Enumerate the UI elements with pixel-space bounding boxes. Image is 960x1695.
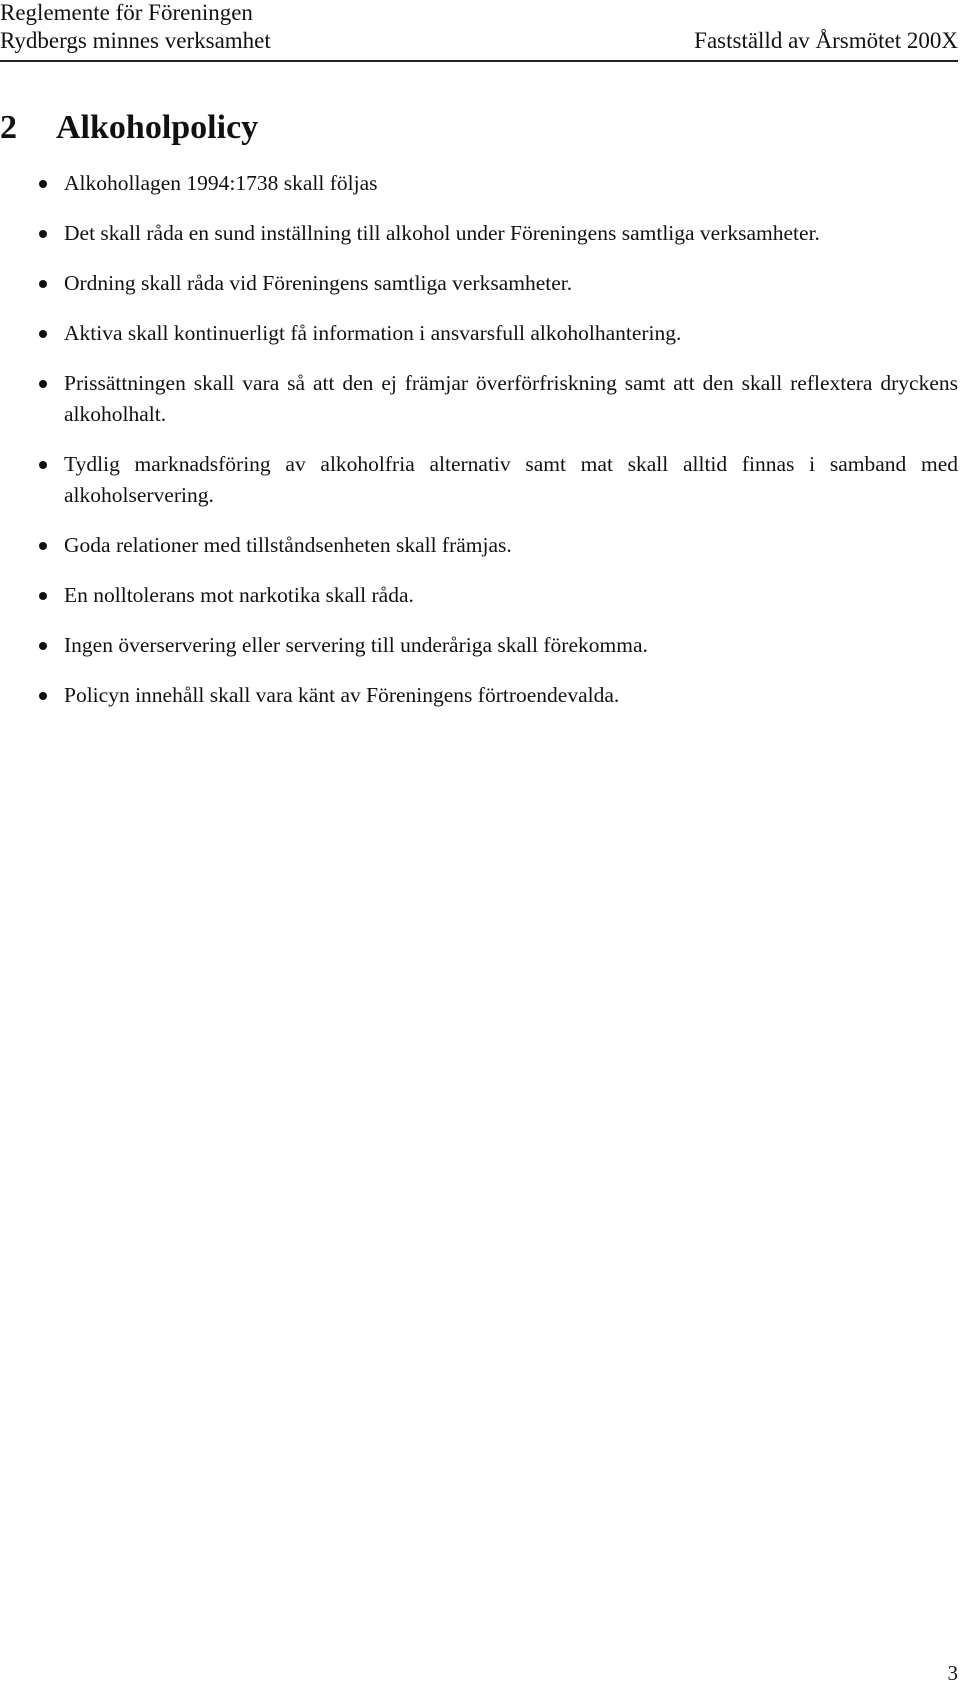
list-item-text: Goda relationer med tillståndsenheten skall främjas. xyxy=(64,533,512,557)
bullet-icon xyxy=(39,380,47,388)
section-title: Alkoholpolicy xyxy=(56,109,259,146)
bullet-icon xyxy=(39,230,47,238)
section-heading xyxy=(0,108,258,148)
document-title: Reglemente för Föreningen xyxy=(0,0,253,25)
list-item-text: Ordning skall råda vid Föreningens samtliga verksamheter. xyxy=(64,271,573,295)
list-item-text: Policyn innehåll skall vara känt av Föreningens förtroendevalda. xyxy=(64,683,620,707)
list-item-text: En nolltolerans mot narkotika skall råda. xyxy=(64,583,414,607)
bullet-icon xyxy=(39,542,47,550)
list-item-text: Alkohollagen 1994:1738 skall följas xyxy=(64,171,378,195)
bullet-icon xyxy=(39,592,47,600)
list-item xyxy=(0,630,958,661)
list-item xyxy=(0,368,958,430)
list-item xyxy=(0,268,958,299)
list-item xyxy=(0,318,958,349)
list-item-text: Det skall råda en sund inställning till alkohol under Föreningens samtliga verksamheter. xyxy=(64,221,820,245)
bullet-icon xyxy=(39,330,47,338)
bullet-icon xyxy=(39,180,47,188)
bullet-icon xyxy=(39,461,47,469)
policy-list xyxy=(0,168,958,730)
bullet-icon xyxy=(39,642,47,650)
adoption-note: Fastställd av Årsmötet 200X xyxy=(694,28,958,53)
list-item xyxy=(0,580,958,611)
list-item-text: Prissättningen skall vara så att den ej främjar överförfriskning samt att den skall reflextera dryckens alkoholhalt. xyxy=(64,371,958,426)
page-number: 3 xyxy=(947,1661,958,1685)
list-item xyxy=(0,218,958,249)
section-number: 2 xyxy=(0,109,17,146)
list-item-text: Ingen överservering eller servering till underåriga skall förekomma. xyxy=(64,633,648,657)
bullet-icon xyxy=(39,692,47,700)
list-item-text: Aktiva skall kontinuerligt få information i ansvarsfull alkoholhantering. xyxy=(64,321,682,345)
list-item xyxy=(0,680,958,711)
list-item xyxy=(0,449,958,511)
list-item xyxy=(0,168,958,199)
list-item-text: Tydlig marknadsföring av alkoholfria alternativ samt mat skall alltid finnas i samband med alkoholservering. xyxy=(64,452,958,507)
page-header xyxy=(0,0,958,62)
organization-name: Rydbergs minnes verksamhet xyxy=(0,28,271,53)
bullet-icon xyxy=(39,280,47,288)
list-item xyxy=(0,530,958,561)
